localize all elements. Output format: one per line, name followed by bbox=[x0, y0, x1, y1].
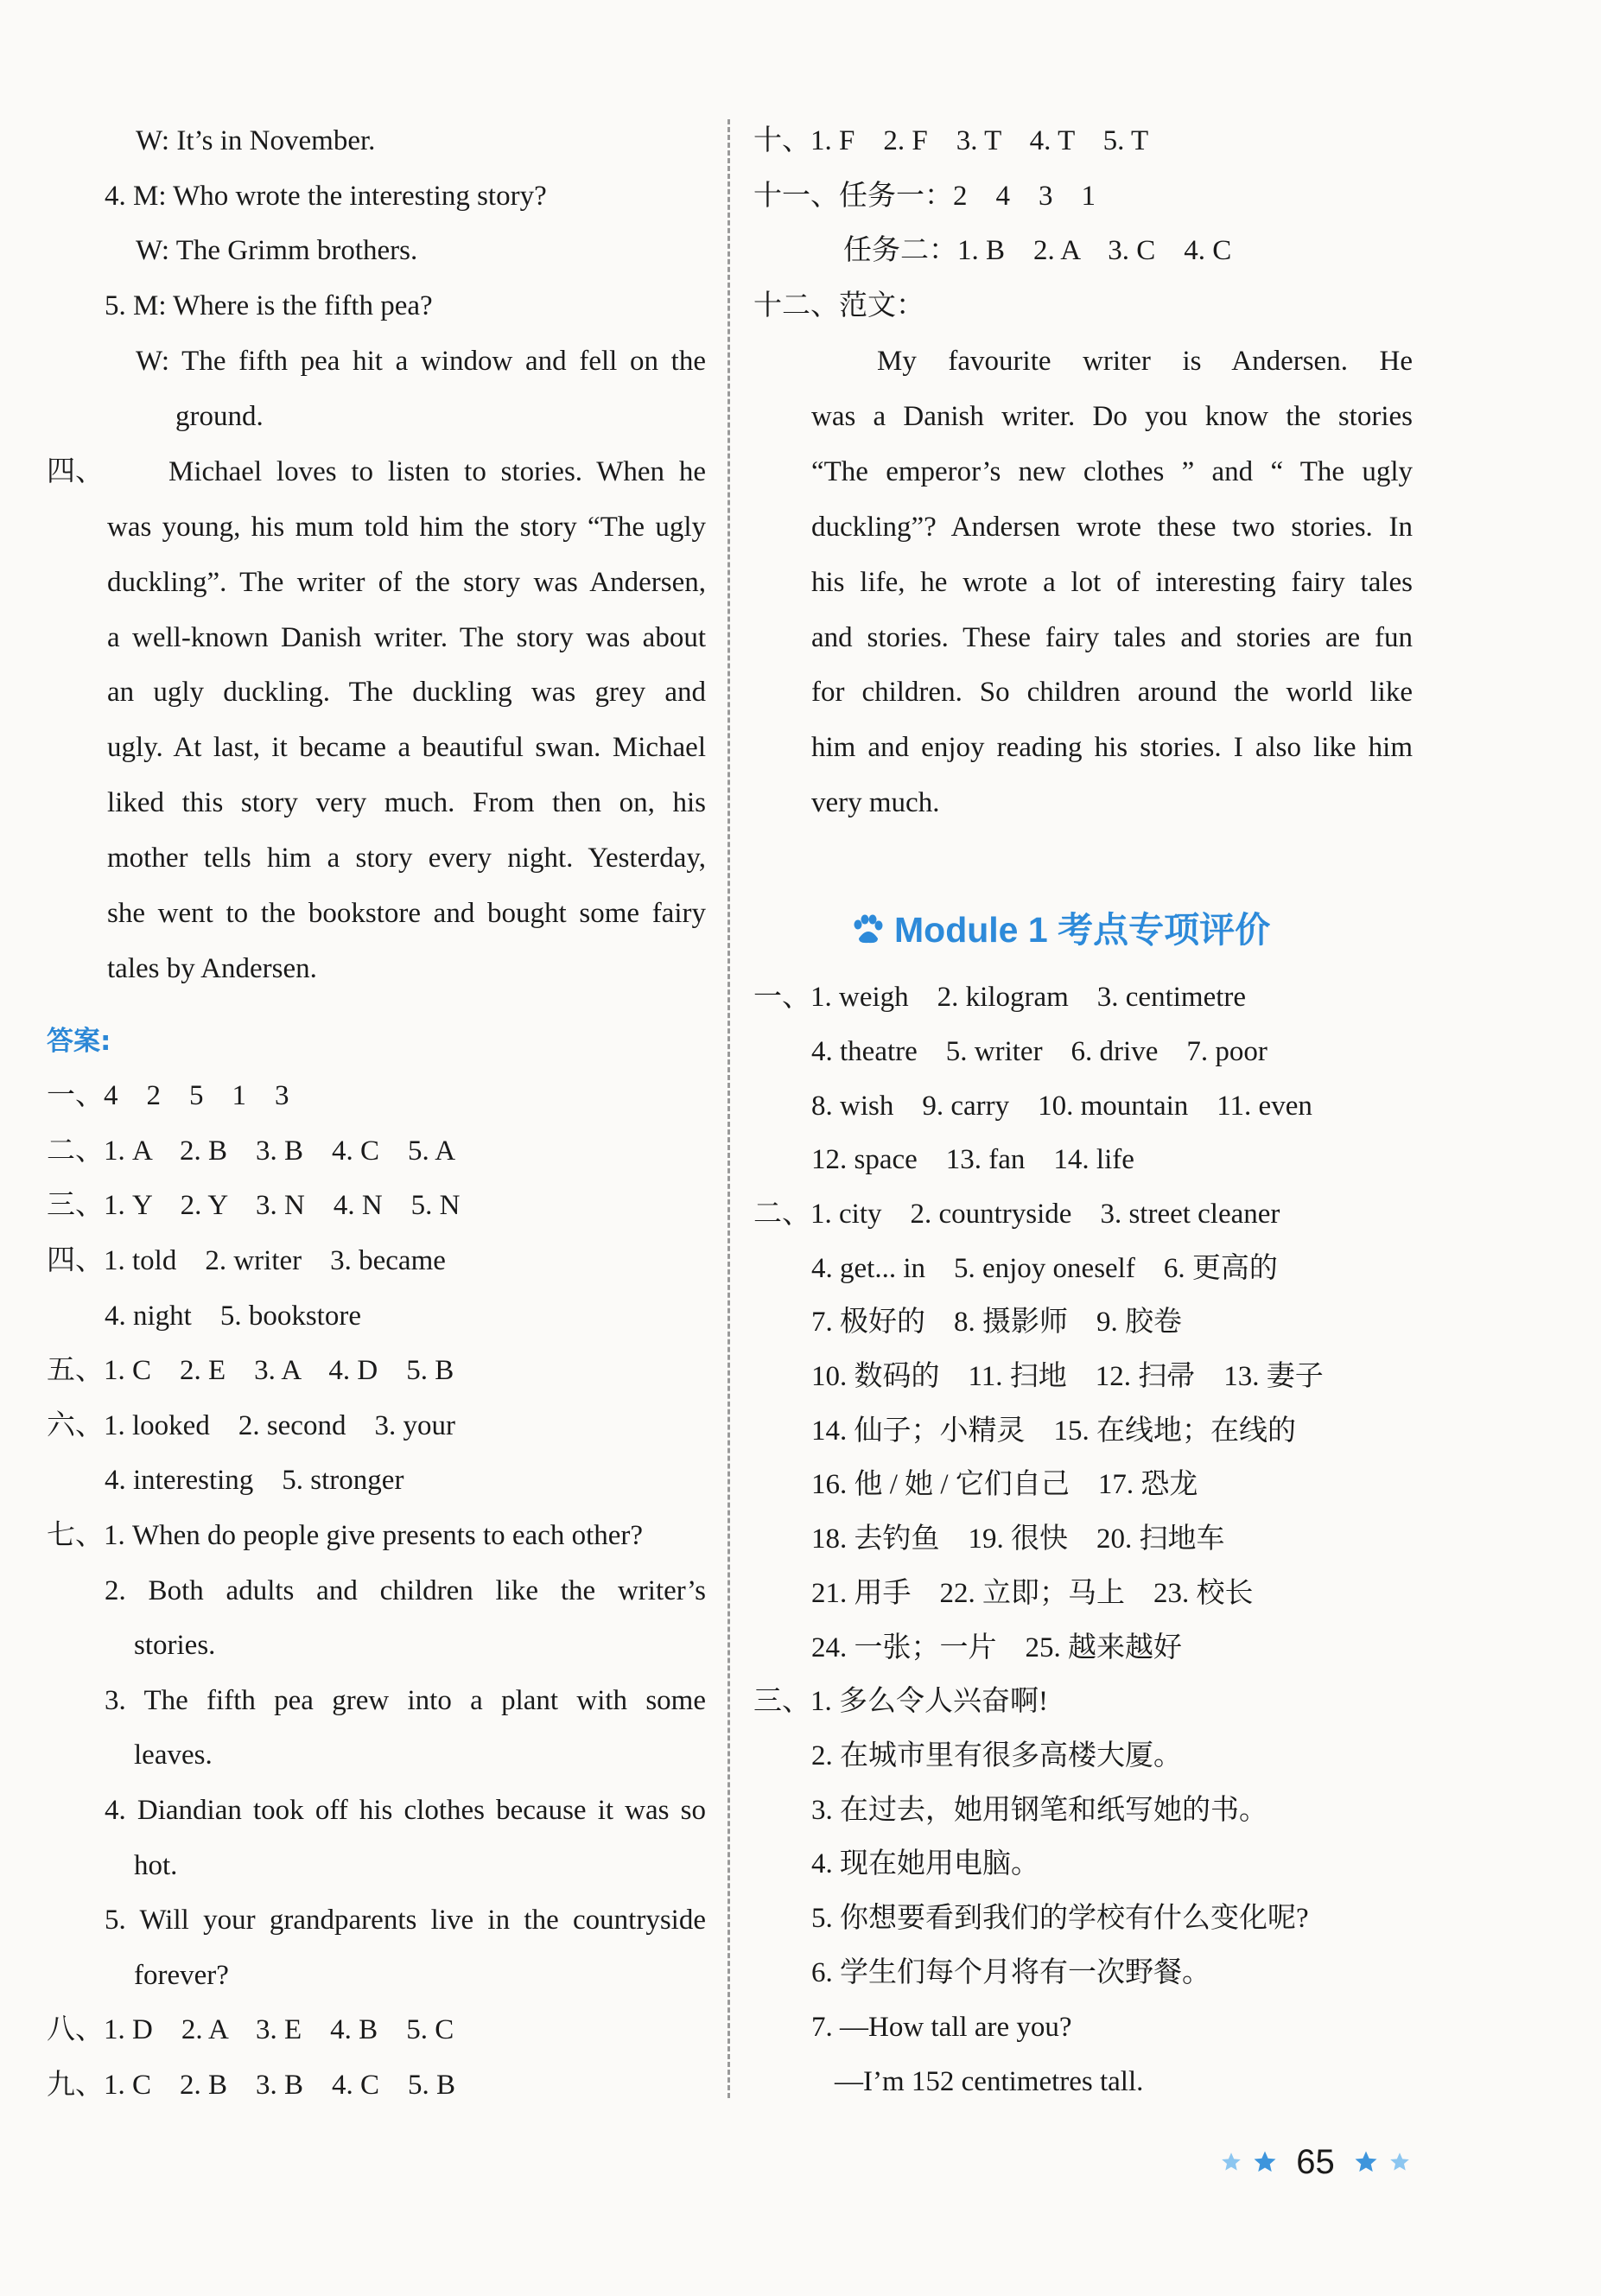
answer-line: 16. 他 / 她 / 它们自己 17. 恐龙 bbox=[811, 1469, 1198, 1500]
answer-line: 3. The fifth pea grew into a plant with some bbox=[105, 1685, 706, 1716]
passage-line: she went to the bookstore and bought some fairy bbox=[107, 898, 706, 929]
answer-line: 12. space 13. fan 14. life bbox=[811, 1144, 1134, 1175]
essay-line: duckling”? Andersen wrote these two stories. In bbox=[811, 512, 1413, 543]
answer-line: 5. Will your grandparents live in the countryside bbox=[105, 1905, 706, 1936]
paw-icon bbox=[851, 914, 884, 945]
dialogue-line: W: It’s in November. bbox=[136, 125, 376, 156]
answer-line: 14. 仙子；小精灵 15. 在线地；在线的 bbox=[811, 1415, 1296, 1447]
star-icon bbox=[1220, 2151, 1242, 2173]
answer-line: 十一、任务一：2 4 3 1 bbox=[753, 181, 1096, 212]
passage-line: liked this story very much. From then on, his bbox=[107, 787, 706, 818]
answer-line: 二、1. A 2. B 3. B 4. C 5. A bbox=[47, 1135, 456, 1167]
answer-line: 3. 在过去，她用钢笔和纸写她的书。 bbox=[811, 1795, 1267, 1826]
answer-line: 4. Diandian took off his clothes because it was so bbox=[105, 1795, 706, 1826]
answer-line: stories. bbox=[134, 1630, 216, 1661]
module-heading bbox=[851, 901, 1270, 950]
answer-line: 4. theatre 5. writer 6. drive 7. poor bbox=[811, 1036, 1267, 1067]
answer-line: 一、1. weigh 2. kilogram 3. centimetre bbox=[753, 982, 1247, 1013]
essay-line: very much. bbox=[811, 787, 940, 818]
answer-line: 18. 去钓鱼 19. 很快 20. 扫地车 bbox=[811, 1523, 1225, 1555]
answer-line: hot. bbox=[134, 1850, 178, 1881]
essay-line: My favourite writer is Andersen. He bbox=[877, 346, 1413, 377]
answer-line: 4. night 5. bookstore bbox=[105, 1301, 361, 1332]
answer-line: 四、1. told 2. writer 3. became bbox=[47, 1245, 446, 1276]
module-title: Module 1 考点专项评价 bbox=[894, 910, 1271, 950]
answer-line: 六、1. looked 2. second 3. your bbox=[47, 1410, 455, 1441]
essay-line: his life, he wrote a lot of interesting fairy tales bbox=[811, 567, 1413, 598]
answer-line: 三、1. 多么令人兴奋啊! bbox=[753, 1686, 1048, 1717]
answer-line: 任务二：1. B 2. A 3. C 4. C bbox=[843, 235, 1232, 266]
answer-line: 十、1. F 2. F 3. T 4. T 5. T bbox=[753, 125, 1149, 156]
passage-line: tales by Andersen. bbox=[107, 953, 317, 984]
essay-line: for children. So children around the world like bbox=[811, 677, 1413, 708]
answer-line: 4. interesting 5. stronger bbox=[105, 1465, 404, 1496]
answer-line: 一、4 2 5 1 3 bbox=[47, 1080, 289, 1111]
answer-line: 八、1. D 2. A 3. E 4. B 5. C bbox=[47, 2014, 454, 2045]
passage-line: Michael loves to listen to stories. When he bbox=[168, 456, 706, 487]
dialogue-line: 4. M: Who wrote the interesting story? bbox=[105, 181, 547, 212]
answer-line: 4. 现在她用电脑。 bbox=[811, 1848, 1039, 1879]
passage-line: ugly. At last, it became a beautiful swan. Michael bbox=[107, 732, 706, 763]
essay-line: “The emperor’s new clothes ” and “ The ugly bbox=[811, 456, 1413, 487]
answer-line: 十二、范文： bbox=[753, 290, 924, 321]
dialogue-line: W: The Grimm brothers. bbox=[136, 235, 418, 266]
page-number-footer bbox=[1220, 2141, 1411, 2182]
answer-line: 二、1. city 2. countryside 3. street cleaner bbox=[753, 1199, 1280, 1230]
page-number: 65 bbox=[1296, 2142, 1335, 2181]
star-icon bbox=[1353, 2149, 1379, 2175]
dialogue-line: 5. M: Where is the fifth pea? bbox=[105, 290, 433, 321]
answer-line: 三、1. Y 2. Y 3. N 4. N 5. N bbox=[47, 1190, 461, 1221]
star-icon bbox=[1252, 2149, 1278, 2175]
answer-line: 6. 学生们每个月将有一次野餐。 bbox=[811, 1957, 1210, 1988]
answer-line: 10. 数码的 11. 扫地 12. 扫帚 13. 妻子 bbox=[811, 1361, 1324, 1392]
essay-line: him and enjoy reading his stories. I also like him bbox=[811, 732, 1413, 763]
column-divider bbox=[727, 119, 730, 2098]
answer-line: 8. wish 9. carry 10. mountain 11. even bbox=[811, 1091, 1312, 1122]
answer-line: 7. —How tall are you? bbox=[811, 2012, 1072, 2043]
answers-heading: 答案: bbox=[47, 1026, 111, 1057]
answer-line: leaves. bbox=[134, 1739, 213, 1771]
answer-line: 4. get... in 5. enjoy oneself 6. 更高的 bbox=[811, 1253, 1278, 1284]
answer-line: forever? bbox=[134, 1960, 229, 1991]
passage-line: a well-known Danish writer. The story was about bbox=[107, 622, 706, 653]
answer-line: 5. 你想要看到我们的学校有什么变化呢? bbox=[811, 1903, 1309, 1934]
star-icon bbox=[1388, 2151, 1411, 2173]
answer-line: 7. 极好的 8. 摄影师 9. 胶卷 bbox=[811, 1307, 1182, 1338]
section-marker: 四、 bbox=[47, 456, 104, 487]
answer-line: 九、1. C 2. B 3. B 4. C 5. B bbox=[47, 2070, 456, 2101]
passage-line: duckling”. The writer of the story was Andersen, bbox=[107, 567, 706, 598]
answer-line: 21. 用手 22. 立即；马上 23. 校长 bbox=[811, 1578, 1254, 1609]
essay-line: and stories. These fairy tales and stories are fun bbox=[811, 622, 1413, 653]
answer-line: 24. 一张；一片 25. 越来越好 bbox=[811, 1632, 1182, 1663]
essay-line: was a Danish writer. Do you know the stories bbox=[811, 401, 1413, 432]
dialogue-line: W: The fifth pea hit a window and fell on the bbox=[136, 346, 706, 377]
passage-line: an ugly duckling. The duckling was grey and bbox=[107, 677, 706, 708]
passage-line: mother tells him a story every night. Yesterday, bbox=[107, 843, 706, 874]
answer-line: 七、1. When do people give presents to each other? bbox=[47, 1520, 644, 1551]
passage-line: was young, his mum told him the story “The ugly bbox=[107, 512, 706, 543]
answer-line: 2. Both adults and children like the writer’s bbox=[105, 1575, 706, 1606]
dialogue-line: ground. bbox=[175, 401, 264, 432]
answer-line: —I’m 152 centimetres tall. bbox=[835, 2066, 1144, 2097]
answer-line: 五、1. C 2. E 3. A 4. D 5. B bbox=[47, 1355, 454, 1386]
answer-line: 2. 在城市里有很多高楼大厦。 bbox=[811, 1740, 1182, 1771]
